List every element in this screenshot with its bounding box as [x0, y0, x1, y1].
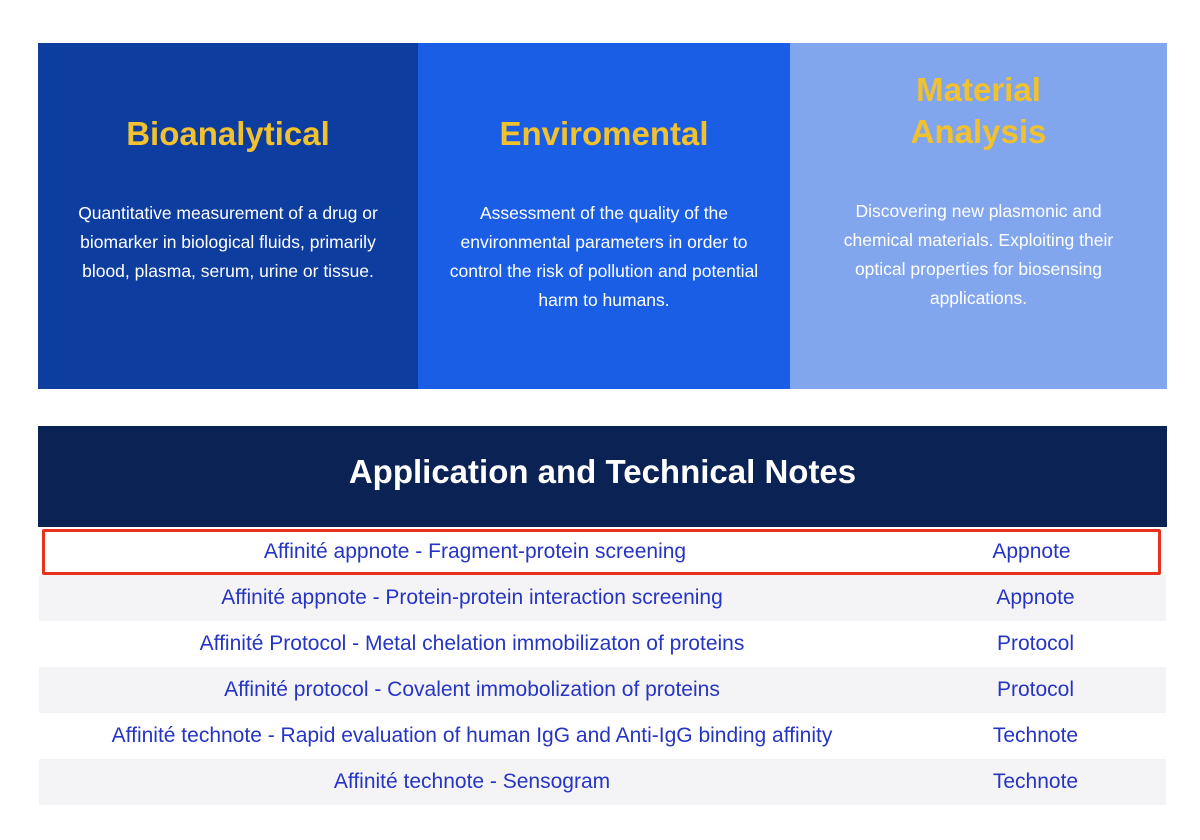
note-type-link[interactable]: Appnote: [996, 586, 1075, 609]
table-row: [39, 713, 1166, 759]
table-row: [39, 759, 1166, 805]
note-title-link[interactable]: Affinité appnote - Fragment-protein screening: [263, 540, 687, 563]
application-areas: [38, 43, 1167, 389]
card-title: Enviromental: [499, 115, 709, 152]
card-description: Quantitative measurement of a drug or biomarker in biological fluids, primarily blood, plasma, serum, urine or tissue.: [78, 203, 378, 281]
note-type-link[interactable]: Protocol: [996, 678, 1075, 701]
card-description: Discovering new plasmonic and chemical materials. Exploiting their optical properties for biosensing applications.: [843, 201, 1114, 308]
card-material-analysis: [790, 43, 1167, 389]
card-enviromental: [418, 43, 790, 389]
note-type-link[interactable]: Protocol: [996, 632, 1075, 655]
notes-header: [38, 426, 1167, 527]
notes-title: Application and Technical Notes: [348, 452, 857, 490]
notes-table: [39, 529, 1166, 805]
note-title-link[interactable]: Affinité technote - Sensogram: [333, 770, 611, 793]
note-title-link[interactable]: Affinité protocol - Covalent immobolization of proteins: [224, 678, 720, 701]
table-row: [42, 529, 1161, 575]
card-description: Assessment of the quality of the environmental parameters in order to control the risk of pollution and potential harm to humans.: [449, 203, 759, 310]
note-title-link[interactable]: Affinité technote - Rapid evaluation of human IgG and Anti-IgG binding affinity: [111, 724, 833, 747]
card-title: Bioanalytical: [126, 115, 330, 152]
note-type-link[interactable]: Technote: [992, 724, 1079, 747]
card-title: Material Analysis: [910, 71, 1047, 150]
note-type-link[interactable]: Appnote: [992, 540, 1071, 563]
note-type-link[interactable]: Technote: [992, 770, 1079, 793]
table-row: [39, 621, 1166, 667]
table-row: [39, 575, 1166, 621]
table-row: [39, 667, 1166, 713]
card-bioanalytical: [38, 43, 418, 389]
note-title-link[interactable]: Affinité Protocol - Metal chelation immobilizaton of proteins: [199, 632, 745, 655]
note-title-link[interactable]: Affinité appnote - Protein-protein interaction screening: [221, 586, 723, 609]
